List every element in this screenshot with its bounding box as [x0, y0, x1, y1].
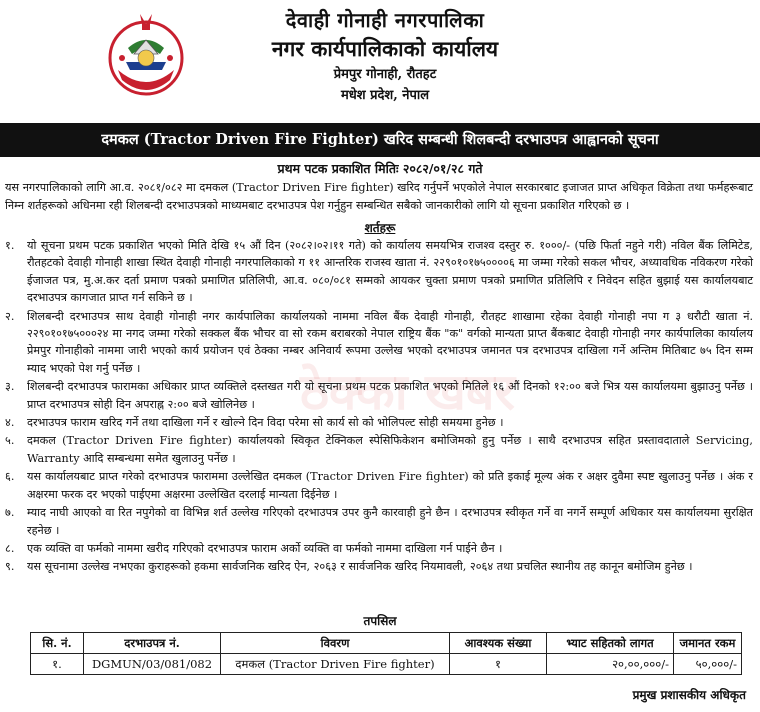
government-emblem-icon: [104, 10, 188, 96]
clause-text: एक व्यक्ति वा फर्मको नाममा खरीद गरिएको दरभाउपत्र फाराम अर्को व्यक्ति वा फर्मको नाममा दाखिला गर्न पाईने छैन ।: [27, 541, 503, 555]
clause-number: १.: [5, 239, 15, 252]
column-header: विवरण: [221, 633, 450, 654]
terms-heading-text: शर्तहरू: [364, 221, 396, 235]
clause-number: ६.: [5, 470, 15, 484]
watermark-logo: ठेक्का खबर: [300, 363, 515, 421]
table-header-row: [31, 633, 742, 654]
clause-item: [5, 540, 753, 557]
clause-item: [5, 432, 753, 467]
schedule-table: [30, 632, 742, 675]
table-cell: ५०,०००/-: [674, 654, 742, 675]
office-name: नगर कार्यपालिकाको कार्यालय: [271, 36, 499, 61]
notice-title: दमकल (Tractor Driven Fire Fighter) खरिद सम्बन्धी शिलबन्दी दरभाउपत्र आह्वानको सूचना: [0, 123, 760, 157]
column-header: भ्याट सहितको लागत: [547, 633, 674, 654]
clause-text: यो सूचना प्रथम पटक प्रकाशित भएको मिति देखि १५ औं दिन (२०८२।०२।११ गते) को कार्यालय समयभित्र राजश्व दस्तुर रु. १०००/- (पछि फिर्ता नहुने गरी) नविल बैंक लिमिटेड, रौतहटको देवाही गोनाही शाखा स्थित देवाही गोनाही नगरपालिकाको ग ११ आन्तरिक राजस्व खाता नं. २२९०१०१७५००००६ मा जम्मा गरेको सकल भौचर, अध्यावधिक नविकरण गरेको ईजाजत पत्र, मु.अ.कर दर्ता प्रमाण पत्रको प्रमाणित प्रतिलिपी, आ.व. ०८०/०८१ सम्मको आयकर चुक्ता प्रमाण पत्रको प्रमाणित प्रतिलिपि र निवेदन सहित बुझाई यस कार्यालयबाट दरभाउपत्र कागजात प्राप्त गर्न सकिने छ ।: [27, 239, 753, 305]
clause-list: [5, 237, 753, 577]
clause-item: [5, 504, 753, 539]
table-cell: १: [450, 654, 547, 675]
clause-number: २.: [5, 309, 15, 323]
clause-number: ५.: [5, 434, 15, 448]
clause-text: म्याद नाघी आएको वा रित नपुगेको वा विभिन्न शर्त उल्लेख गरिएको दरभाउपत्र उपर कुनै कारवाही हुने छैन । दरभाउपत्र स्वीकृत गर्ने वा नगर्ने सम्पूर्ण अधिकार यस कार्यालयमा सुरक्षित रहनेछ ।: [27, 506, 753, 537]
clause-item: [5, 414, 753, 431]
intro-paragraph: यस नगरपालिकाको लागि आ.व. २०८१/०८२ मा दमकल (Tractor Driven Fire fighter) खरिद गर्नुपर्ने भएकोले नेपाल सरकारबाट इजाजत प्राप्त अधिकृत विक्रेता तथा फर्महरूबाट निम्न शर्तहरूको अधिनमा रही शिलबन्दी दरभाउपत्रको माध्यमबाट दरभाउपत्र पेश गर्नुहुन सम्बन्धित सबैको जानकारीको लागि यो सूचना प्रकाशित गरिएको छ ।: [5, 181, 753, 212]
letterhead: [190, 6, 580, 106]
clause-text: दमकल (Tractor Driven Fire fighter) कार्यालयको स्विकृत टेक्निकल स्पेसिफिकेशन बमोजिमको हुनु पर्नेछ । साथै दरभाउपत्र सहित प्रस्तावदाताले Servicing, Warranty आदि सम्बन्धमा समेत खुलाउनु पर्नेछ ।: [27, 434, 753, 465]
terms-heading: [0, 220, 760, 236]
clause-text: दरभाउपत्र फाराम खरिद गर्ने तथा दाखिला गर्ने र खोल्ने दिन विदा परेमा सो कार्य सो को भोलिपल्ट सोही समयमा हुनेछ ।: [27, 416, 504, 430]
clause-number: ८.: [5, 541, 15, 555]
signatory-title: प्रमुख प्रशासकीय अधिकृत: [632, 688, 746, 702]
column-header: आवश्यक संख्या: [450, 633, 547, 654]
province-name: मधेश प्रदेश, नेपाल: [340, 88, 430, 103]
table-cell: दमकल (Tractor Driven Fire fighter): [221, 654, 450, 675]
table-row: [31, 654, 742, 675]
table-cell: DGMUN/03/081/082: [84, 654, 221, 675]
office-address: प्रेमपुर गोनाही, रौतहट: [333, 67, 437, 82]
publish-date: प्रथम पटक प्रकाशित मितिः २०८२/०१/२८ गते: [277, 161, 483, 176]
clause-number: ९.: [5, 560, 15, 574]
clause-item: [5, 558, 753, 575]
clause-item: [5, 237, 753, 307]
clause-text: शिलबन्दी दरभाउपत्र फारामका अधिकार प्राप्त व्यक्तिले दस्तखत गरी यो सूचना प्रथम पटक प्रकाशित भएको मितिले १६ औं दिनको १२:०० बजे भित्र यस कार्यालयमा बुझाउनु पर्नेछ । प्राप्त दरभाउपत्र सोही दिन अपराह्न २:०० बजे खोलिनेछ ।: [27, 380, 753, 411]
clause-item: [5, 468, 753, 503]
clause-text: यस कार्यालयबाट प्राप्त गरेको दरभाउपत्र फाराममा उल्लेखित दमकल (Tractor Driven Fire fighter) को प्रति इकाई मूल्य अंक र अक्षर दुवैमा स्पष्ट खुलाउनु पर्नेछ । अंक र अक्षरमा फरक दर भएको पाईएमा अक्षरमा उल्लेखित दरलाई मान्यता दिईनेछ ।: [27, 470, 753, 501]
column-header: दरभाउपत्र नं.: [84, 633, 221, 654]
clause-number: ७.: [5, 506, 15, 520]
table-cell: १.: [31, 654, 84, 675]
column-header: जमानत रकम: [674, 633, 742, 654]
clause-item: [5, 378, 753, 413]
clause-number: ४.: [5, 416, 15, 430]
table-cell: २०,००,०००/-: [547, 654, 674, 675]
clause-text: यस सूचनामा उल्लेख नभएका कुराहरूको हकमा सार्वजनिक खरिद ऐन, २०६३ र सार्वजनिक खरिद नियमावली, २०६४ तथा प्रचलित स्थानीय तह कानून बमोजिम हुनेछ ।: [27, 560, 693, 574]
clause-item: [5, 308, 753, 378]
municipality-name: देवाही गोनाही नगरपालिका: [285, 8, 485, 32]
schedule-heading: तपसिल: [363, 614, 397, 628]
column-header: सि. नं.: [31, 633, 84, 654]
clause-text: शिलबन्दी दरभाउपत्र साथ देवाही गोनाही नगर कार्यपालिका कार्यालयको नाममा नविल बैंक देवाही गोनाही, रौतहट शाखामा रहेका देवाही गोनाही नपा ग ३ धरौटी खाता नं. २२९०१०१७५०००२४ मा नगद जम्मा गरेको सक्कल बैंक भौचर वा सो रकम बराबरको नेपाल राष्ट्रिय बैंक "क" वर्गको मान्यता प्राप्त बैंकबाट देवाही गोनाही नगर कार्यपालिका कार्यालय प्रेमपुर गोनाहीको नाममा जारी भएको कार्य प्रयोजन एवं ठेक्का नम्बर अनिवार्य रूपमा उल्लेख भएको दरभाउपत्र जमानत पत्र दरभाउपत्र दाखिला गर्ने अन्तिम मितिबाट ७५ दिन सम्म म्याद भएको पेश गर्नु पर्नेछ ।: [27, 309, 753, 375]
clause-number: ३.: [5, 380, 15, 394]
